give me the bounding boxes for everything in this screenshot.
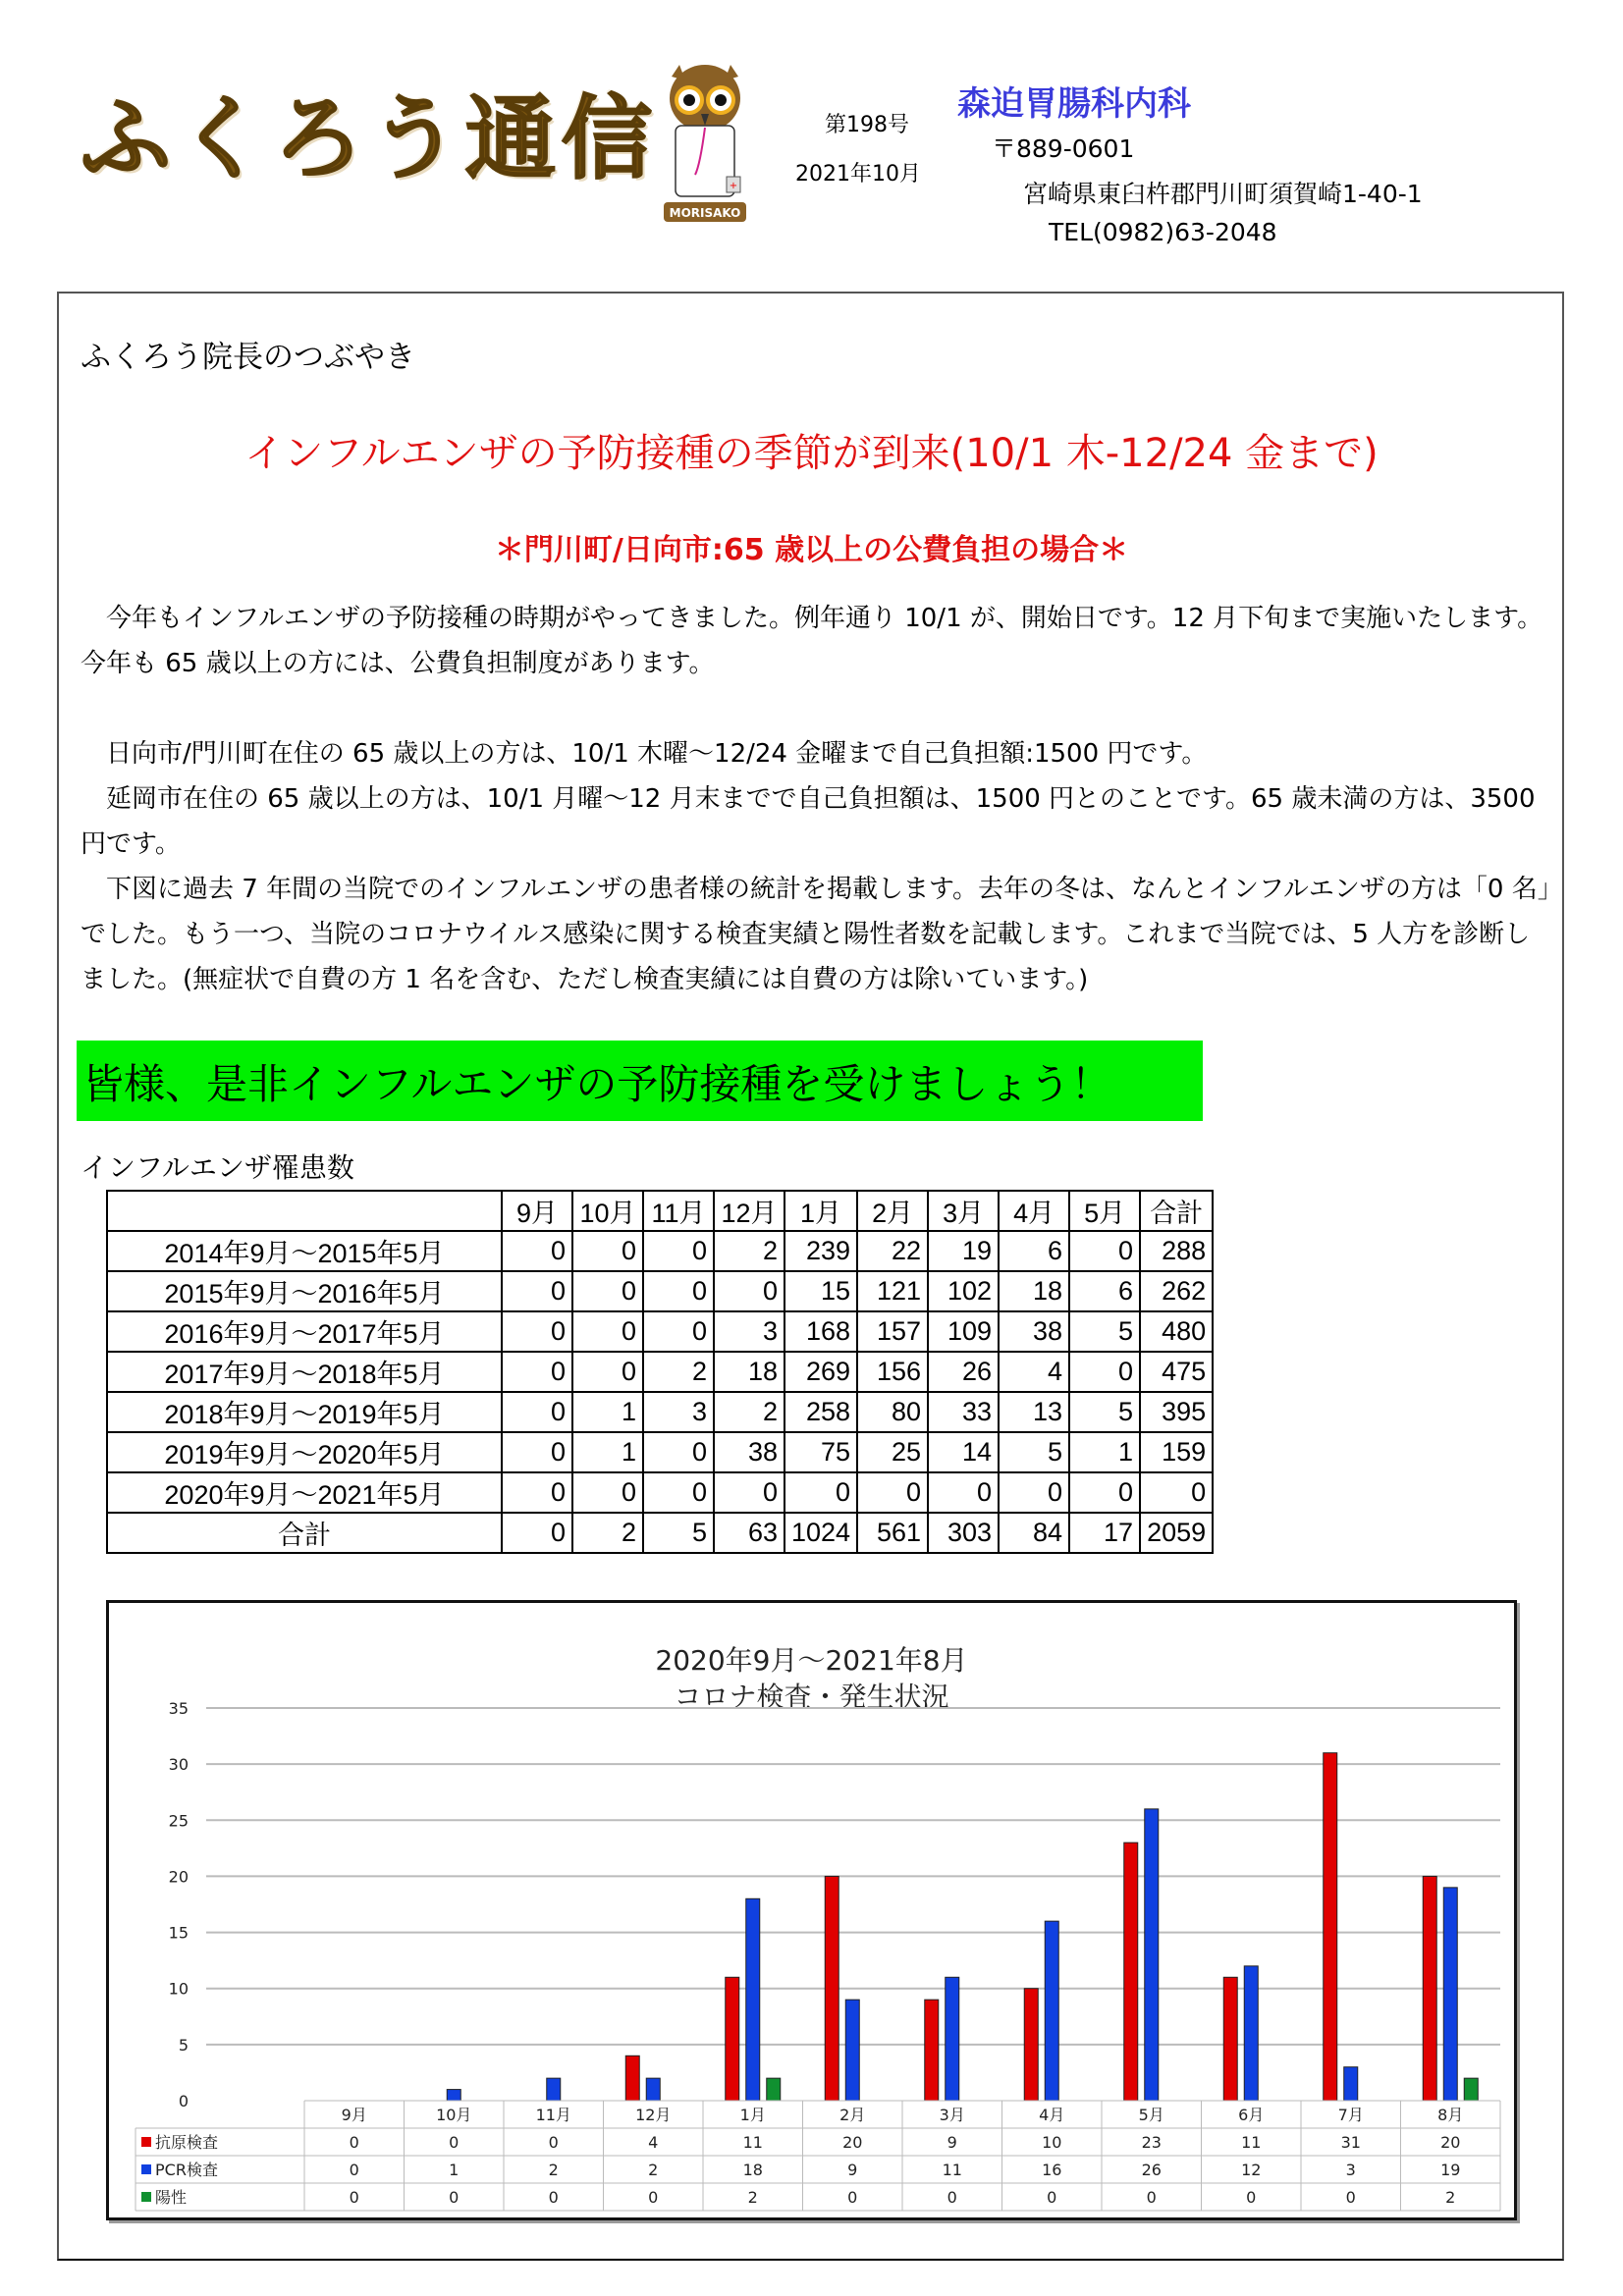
paragraph: 今年もインフルエンザの予防接種の時期がやってきました。例年通り 10/1 が、開始日です。12 月下旬まで実施いたします。今年も 65 歳以上の方には、公費負担制度があります。 [81, 604, 1543, 678]
table-cell: 1 [572, 1432, 643, 1472]
bar-1-2 [547, 2078, 561, 2101]
table-cell: 17 [1069, 1513, 1140, 1553]
table-cell: 38 [999, 1311, 1069, 1352]
data-table-value: 2 [548, 2161, 559, 2179]
table-total-row [107, 1513, 1213, 1553]
table-cell: 0 [1069, 1472, 1140, 1513]
table-cell: 0 [643, 1311, 714, 1352]
table-cell: 475 [1140, 1352, 1213, 1392]
data-table-value: 20 [842, 2133, 863, 2152]
bar-0-9 [1223, 1977, 1237, 2101]
row-label: 2014年9月～2015年5月 [107, 1231, 502, 1271]
table-row [107, 1352, 1213, 1392]
data-table-value: 0 [349, 2188, 359, 2207]
data-table-value: 0 [1246, 2188, 1257, 2207]
table-cell: 0 [1069, 1231, 1140, 1271]
x-category-label: 5月 [1138, 2106, 1164, 2124]
table-cell: 0 [572, 1231, 643, 1271]
row-label: 2020年9月～2021年5月 [107, 1472, 502, 1513]
y-tick-label: 20 [168, 1867, 189, 1887]
column-header: 3月 [928, 1191, 999, 1231]
table-cell: 4 [999, 1352, 1069, 1392]
issue-number: 第198号 [825, 113, 909, 137]
table-cell: 0 [999, 1472, 1069, 1513]
newsletter-logo-title: ふくろう通信 [81, 85, 659, 191]
table-cell: 0 [1069, 1352, 1140, 1392]
paragraph: 下図に過去 7 年間の当院でのインフルエンザの患者様の統計を掲載します。去年の冬は、なんとインフルエンザの方は「0 名」でした。もう一つ、当院のコロナウイルス感染に関する検査実績と陽性者数を記載します。これまで当院では、5 人方を診断しました。(無症状で自費の方 1 名を含む、ただし検査実績には自費の方は除いています。) [81, 875, 1550, 994]
data-table-value: 0 [548, 2133, 559, 2152]
table-cell: 33 [928, 1392, 999, 1432]
table-cell: 15 [784, 1271, 857, 1311]
clinic-name: 森迫胃腸科内科 [957, 84, 1191, 124]
data-table-value: 11 [742, 2133, 763, 2152]
table-cell: 288 [1140, 1231, 1213, 1271]
data-table-value: 23 [1141, 2133, 1162, 2152]
x-category-label: 3月 [939, 2106, 965, 2124]
paragraph: 延岡市在住の 65 歳以上の方は、10/1 月曜〜12 月末までで自己負担額は、1500 円とのことです。65 歳未満の方は、3500 円です。 [81, 784, 1536, 859]
table-cell: 38 [714, 1432, 784, 1472]
y-tick-label: 15 [168, 1923, 189, 1943]
table-row [107, 1231, 1213, 1271]
data-table-value: 0 [847, 2188, 858, 2207]
owl-mascot-icon [656, 57, 754, 226]
data-table-value: 19 [1440, 2161, 1461, 2179]
table-cell: 5 [643, 1513, 714, 1553]
headline: インフルエンザの予防接種の季節が到来(10/1 木-12/24 金まで) [244, 431, 1379, 476]
bar-1-4 [746, 1898, 760, 2101]
table-cell: 0 [572, 1311, 643, 1352]
table-cell: 2 [714, 1231, 784, 1271]
table-cell: 0 [714, 1472, 784, 1513]
table-cell: 2 [714, 1392, 784, 1432]
y-tick-label: 35 [168, 1699, 189, 1718]
table-cell: 262 [1140, 1271, 1213, 1311]
table-cell: 3 [643, 1392, 714, 1432]
table-cell: 395 [1140, 1392, 1213, 1432]
bar-1-1 [447, 2090, 460, 2101]
bar-0-10 [1324, 1753, 1337, 2101]
data-table-value: 2 [747, 2188, 758, 2207]
x-category-label: 6月 [1238, 2106, 1265, 2124]
data-table-value: 4 [648, 2133, 659, 2152]
issue-date: 2021年10月 [795, 162, 921, 187]
table-cell: 258 [784, 1392, 857, 1432]
table-cell: 159 [1140, 1432, 1213, 1472]
callout-text: 皆様、是非インフルエンザの予防接種を受けましょう！ [82, 1060, 1112, 1108]
table-row [107, 1311, 1213, 1352]
data-table-value: 3 [1345, 2161, 1356, 2179]
table-cell: 13 [999, 1392, 1069, 1432]
x-category-label: 10月 [436, 2106, 472, 2124]
paragraph: 日向市/門川町在住の 65 歳以上の方は、10/1 木曜〜12/24 金曜まで自己負担額:1500 円です。 [81, 739, 1208, 769]
svg-text:MORISAKO: MORISAKO [669, 206, 741, 220]
column-header: 1月 [784, 1191, 857, 1231]
data-table-value: 18 [742, 2161, 763, 2179]
table-cell: 0 [643, 1271, 714, 1311]
data-table-value: 9 [847, 2161, 858, 2179]
table-cell: 14 [928, 1432, 999, 1472]
table-cell: 18 [714, 1352, 784, 1392]
svg-text:+: + [729, 181, 738, 191]
column-header: 5月 [1069, 1191, 1140, 1231]
table-cell: 2 [572, 1513, 643, 1553]
table-corner-cell [107, 1191, 502, 1231]
table-cell: 0 [643, 1231, 714, 1271]
table-cell: 19 [928, 1231, 999, 1271]
table-cell: 121 [857, 1271, 928, 1311]
table-cell: 1024 [784, 1513, 857, 1553]
table-cell: 63 [714, 1513, 784, 1553]
bar-1-6 [946, 1977, 959, 2101]
data-table-value: 20 [1440, 2133, 1461, 2152]
row-label: 2015年9月～2016年5月 [107, 1271, 502, 1311]
row-label: 2019年9月～2020年5月 [107, 1432, 502, 1472]
column-header: 11月 [643, 1191, 714, 1231]
table-cell: 0 [643, 1432, 714, 1472]
data-table-value: 0 [648, 2188, 659, 2207]
column-header: 12月 [714, 1191, 784, 1231]
x-category-label: 12月 [635, 2106, 672, 2124]
legend-label: 陽性 [155, 2188, 188, 2207]
bar-0-7 [1024, 1989, 1038, 2101]
data-table-value: 0 [548, 2188, 559, 2207]
table-cell: 0 [502, 1392, 572, 1432]
bar-0-3 [625, 2056, 639, 2101]
bar-0-6 [925, 2000, 939, 2101]
table-cell: 6 [1069, 1271, 1140, 1311]
table-cell: 6 [999, 1231, 1069, 1271]
table-cell: 1 [572, 1392, 643, 1432]
table-cell: 0 [784, 1472, 857, 1513]
table-cell: 0 [572, 1271, 643, 1311]
table-cell: 5 [1069, 1392, 1140, 1432]
chart-subtitle: コロナ検査・発生状況 [674, 1681, 949, 1713]
y-tick-label: 30 [168, 1755, 189, 1775]
bar-1-11 [1443, 1888, 1457, 2101]
subheadline: ＊門川町/日向市:65 歳以上の公費負担の場合＊ [494, 533, 1129, 567]
table-cell: 84 [999, 1513, 1069, 1553]
table-cell: 0 [502, 1231, 572, 1271]
table-cell: 0 [857, 1472, 928, 1513]
bar-1-9 [1244, 1966, 1258, 2101]
legend-swatch-icon [141, 2164, 151, 2174]
flu-cases-table [106, 1190, 1214, 1554]
x-category-label: 11月 [535, 2106, 571, 2124]
x-category-label: 7月 [1337, 2106, 1364, 2124]
table-cell: 2 [643, 1352, 714, 1392]
legend-swatch-icon [141, 2137, 151, 2147]
table-cell: 5 [1069, 1311, 1140, 1352]
column-header: 10月 [572, 1191, 643, 1231]
bar-1-5 [845, 2000, 859, 2101]
table-cell: 0 [502, 1472, 572, 1513]
data-table-value: 0 [947, 2188, 957, 2207]
table-cell: 168 [784, 1311, 857, 1352]
table-cell: 303 [928, 1513, 999, 1553]
y-tick-label: 25 [168, 1811, 189, 1831]
table-cell: 80 [857, 1392, 928, 1432]
data-table-value: 12 [1241, 2161, 1262, 2179]
bar-0-8 [1124, 1842, 1138, 2101]
table-cell: 18 [999, 1271, 1069, 1311]
table-cell: 26 [928, 1352, 999, 1392]
table-cell: 157 [857, 1311, 928, 1352]
table-cell: 5 [999, 1432, 1069, 1472]
table-cell: 269 [784, 1352, 857, 1392]
table-row [107, 1271, 1213, 1311]
data-table-value: 0 [349, 2133, 359, 2152]
row-label: 2018年9月～2019年5月 [107, 1392, 502, 1432]
data-table-value: 2 [1445, 2188, 1456, 2207]
clinic-address: 宮崎県東臼杵郡門川町須賀崎1-40-1 [1023, 180, 1423, 208]
table-cell: 0 [502, 1271, 572, 1311]
table-cell: 239 [784, 1231, 857, 1271]
table-header-row [107, 1191, 1213, 1231]
table-row [107, 1432, 1213, 1472]
y-tick-label: 0 [178, 2092, 189, 2110]
bar-2-11 [1464, 2078, 1478, 2101]
clinic-phone: TEL(0982)63-2048 [1049, 218, 1277, 246]
table-cell: 0 [714, 1271, 784, 1311]
data-table-value: 2 [648, 2161, 659, 2179]
table-cell: 0 [572, 1352, 643, 1392]
table-cell: 480 [1140, 1311, 1213, 1352]
x-category-label: 8月 [1437, 2106, 1464, 2124]
row-label: 合計 [107, 1513, 502, 1553]
y-tick-label: 5 [178, 2035, 189, 2055]
x-category-label: 4月 [1039, 2106, 1065, 2124]
table-cell: 3 [714, 1311, 784, 1352]
x-category-label: 2月 [839, 2106, 866, 2124]
table-row [107, 1472, 1213, 1513]
data-table-value: 10 [1042, 2133, 1062, 2152]
bar-0-11 [1423, 1876, 1436, 2101]
postal-code: 〒889-0601 [992, 134, 1135, 163]
column-header: 合計 [1140, 1191, 1213, 1231]
bar-1-7 [1045, 1921, 1058, 2101]
table-cell: 0 [502, 1432, 572, 1472]
data-table-value: 16 [1042, 2161, 1062, 2179]
data-table-value: 11 [1241, 2133, 1262, 2152]
column-header: 2月 [857, 1191, 928, 1231]
y-tick-label: 10 [168, 1979, 189, 1999]
data-table-value: 0 [1345, 2188, 1356, 2207]
table-cell: 22 [857, 1231, 928, 1271]
section-title: ふくろう院長のつぶやき [81, 340, 415, 375]
table-cell: 0 [502, 1311, 572, 1352]
table-cell: 156 [857, 1352, 928, 1392]
table-cell: 561 [857, 1513, 928, 1553]
legend-swatch-icon [141, 2192, 151, 2202]
bar-2-4 [767, 2078, 781, 2101]
table-cell: 0 [502, 1352, 572, 1392]
column-header: 9月 [502, 1191, 572, 1231]
table-cell: 2059 [1140, 1513, 1213, 1553]
data-table-value: 0 [349, 2161, 359, 2179]
x-category-label: 1月 [739, 2106, 766, 2124]
bar-0-5 [825, 1876, 839, 2101]
bar-1-10 [1344, 2067, 1358, 2101]
legend-label: 抗原検査 [155, 2133, 219, 2152]
table-cell: 0 [643, 1472, 714, 1513]
table-cell: 25 [857, 1432, 928, 1472]
covid-bar-chart [106, 1600, 1517, 2220]
data-table-value: 0 [449, 2188, 460, 2207]
legend-label: PCR検査 [155, 2161, 218, 2179]
data-table-value: 0 [1047, 2188, 1057, 2207]
data-table-value: 1 [449, 2161, 460, 2179]
column-header: 4月 [999, 1191, 1069, 1231]
x-category-label: 9月 [341, 2106, 367, 2124]
table-cell: 1 [1069, 1432, 1140, 1472]
table-cell: 0 [1140, 1472, 1213, 1513]
table-cell: 0 [572, 1472, 643, 1513]
data-table-value: 0 [449, 2133, 460, 2152]
row-label: 2017年9月～2018年5月 [107, 1352, 502, 1392]
flu-table-title: インフルエンザ罹患数 [81, 1151, 354, 1184]
bar-1-3 [646, 2078, 660, 2101]
table-cell: 0 [502, 1513, 572, 1553]
data-table-value: 11 [942, 2161, 962, 2179]
table-cell: 109 [928, 1311, 999, 1352]
bar-0-4 [726, 1977, 739, 2101]
table-cell: 0 [928, 1472, 999, 1513]
row-label: 2016年9月～2017年5月 [107, 1311, 502, 1352]
bar-1-8 [1145, 1809, 1159, 2101]
data-table-value: 26 [1141, 2161, 1162, 2179]
table-cell: 75 [784, 1432, 857, 1472]
table-row [107, 1392, 1213, 1432]
data-table-value: 0 [1146, 2188, 1157, 2207]
data-table-value: 31 [1340, 2133, 1361, 2152]
table-cell: 102 [928, 1271, 999, 1311]
data-table-value: 9 [947, 2133, 957, 2152]
chart-title: 2020年9月～2021年8月 [655, 1644, 968, 1677]
